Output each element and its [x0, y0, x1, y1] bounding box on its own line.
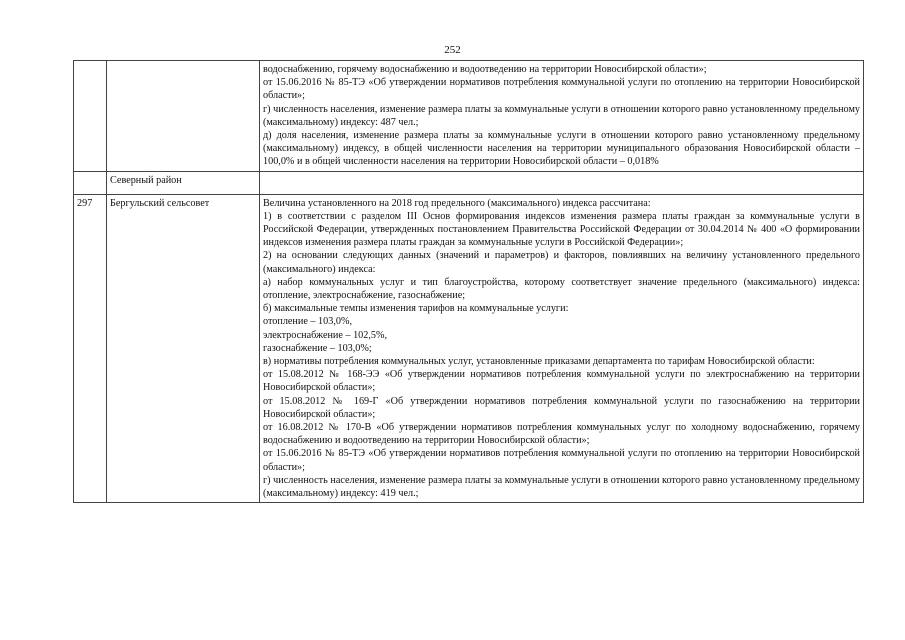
description-cell: [260, 194, 864, 503]
paragraph: Величина установленного на 2018 год предельного (максимального) индекса рассчитана:: [263, 197, 651, 209]
district-row: [74, 171, 864, 194]
paragraph: от 15.08.2012 № 169-Г «Об утверждении нормативов потребления коммунальной услуги по газоснабжению на территории Новосибирской области»;: [263, 395, 860, 420]
paragraph: г) численность населения, изменение размера платы за коммунальные услуги в отношении которого равно установленному предельному (максимальному) индексу: 487 чел.;: [263, 103, 860, 128]
paragraph: отопление – 103,0%,: [263, 316, 352, 328]
page-number: 252: [444, 44, 461, 56]
municipality-cell: [107, 61, 260, 172]
paragraph: 1) в соответствии с разделом III Основ формирования индексов изменения размера платы граждан за коммунальные услуги в Российской Федерации, утвержденных постановлением Правительства Российской Федерации от 30.04.2014 № 400 «О формировании индексов изменения размера платы граждан за коммунальные услуги в Российской Федерации»;: [263, 210, 860, 249]
table-row: [74, 61, 864, 172]
paragraph: 2) на основании следующих данных (значений и параметров) и факторов, повлиявших на величину установленного предельного (максимального) индекса:: [263, 250, 860, 275]
paragraph: от 15.06.2016 № 85-ТЭ «Об утверждении нормативов потребления коммунальной услуги по отоплению на территории Новосибирской области»;: [263, 77, 860, 102]
paragraph: водоснабжению, горячему водоснабжению и водоотведению на территории Новосибирской области»;: [263, 64, 707, 75]
district-name-cell: Северный район: [107, 171, 260, 194]
paragraph: от 16.08.2012 № 170-В «Об утверждении нормативов потребления коммунальных услуг по холодному водоснабжению, горячему водоснабжению и водоотведению на территории Новосибирской области»;: [263, 422, 860, 447]
paragraph: электроснабжение – 102,5%,: [263, 329, 388, 341]
paragraph: б) максимальные темпы изменения тарифов на коммунальные услуги:: [263, 303, 569, 315]
row-number-cell: 297: [74, 194, 107, 503]
paragraph: от 15.08.2012 № 168-ЭЭ «Об утверждении нормативов потребления коммунальной услуги по электроснабжению на территории Новосибирской области»;: [263, 369, 860, 394]
description-cell: [260, 61, 864, 172]
paragraph: газоснабжение – 103,0%;: [263, 342, 372, 354]
paragraph: д) доля населения, изменение размера платы за коммунальные услуги в отношении которого равно установленному предельному (максимальному) индексу, в общей численности населения на территории муниципального образования Новосибирской области – 100,0% и в общей численности населения на территории Новосибирской области – 0,018%: [263, 130, 860, 168]
paragraph: а) набор коммунальных услуг и тип благоустройства, которому соответствует значение предельного (максимального) индекса: отопление, электроснабжение, газоснабжение;: [263, 276, 860, 302]
description-cell: [260, 171, 864, 194]
table-row: [74, 194, 864, 503]
document-table: [73, 60, 864, 503]
row-number-cell: [74, 61, 107, 172]
paragraph: г) численность населения, изменение размера платы за коммунальные услуги в отношении которого равно установленному предельному (максимальному) индексу: 419 чел.;: [263, 474, 860, 500]
municipality-cell: Бергульский сельсовет: [107, 194, 260, 503]
paragraph: от 15.06.2016 № 85-ТЭ «Об утверждении нормативов потребления коммунальной услуги по отоплению на территории Новосибирской области»;: [263, 448, 860, 473]
row-number-cell: [74, 171, 107, 194]
paragraph: в) нормативы потребления коммунальных услуг, установленные приказами департамента по тарифам Новосибирской области:: [263, 356, 815, 368]
